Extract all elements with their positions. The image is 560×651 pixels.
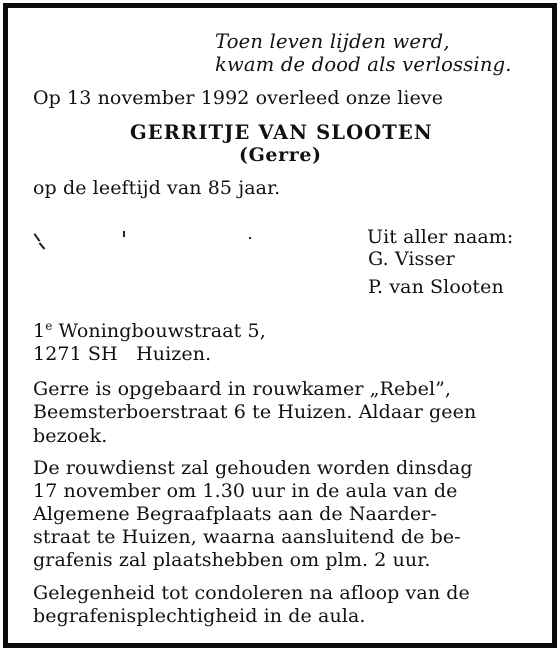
viewing-line: Gerre is opgebaard in rouwkamer „Rebel”, (33, 378, 452, 400)
viewing-line: Beemsterboerstraat 6 te Huizen. Aldaar geen (33, 401, 477, 423)
viewing-line: bezoek. (33, 425, 108, 447)
scan-speck (249, 237, 251, 239)
quote-line-1: Toen leven lijden werd, (215, 30, 450, 53)
address-street: Woningbouwstraat 5, (52, 320, 266, 342)
service-line: straat te Huizen, waarna aansluitend de be- (33, 526, 461, 548)
signatory-name: P. van Slooten (368, 276, 504, 298)
address-number-suffix: e (45, 319, 53, 333)
service-line: 17 november om 1.30 uur in de aula van de (33, 480, 458, 502)
scan-speck (123, 231, 125, 237)
condolence-line: Gelegenheid tot condoleren na afloop van de (33, 582, 470, 604)
deceased-name: GERRITJE VAN SLOOTEN (130, 121, 433, 144)
service-line: Algemene Begraafplaats aan de Naarder- (33, 503, 437, 525)
signatory-name: G. Visser (368, 248, 455, 270)
age-line: op de leeftijd van 85 jaar. (33, 177, 281, 199)
service-line: De rouwdienst zal gehouden worden dinsdag (33, 457, 473, 479)
quote-line-2: kwam de dood als verlossing. (215, 53, 512, 76)
condolence-line: begrafenisplechtigheid in de aula. (33, 605, 366, 627)
announcement-intro: Op 13 november 1992 overleed onze lieve (33, 87, 444, 109)
deceased-nickname: (Gerre) (239, 144, 322, 166)
address-street-line (33, 320, 266, 341)
address-number: 1 (33, 320, 46, 342)
signatories-heading: Uit aller naam: (367, 226, 514, 248)
service-line: grafenis zal plaatshebben om plm. 2 uur. (33, 549, 431, 571)
address-city: 1271 SH Huizen. (33, 343, 212, 365)
